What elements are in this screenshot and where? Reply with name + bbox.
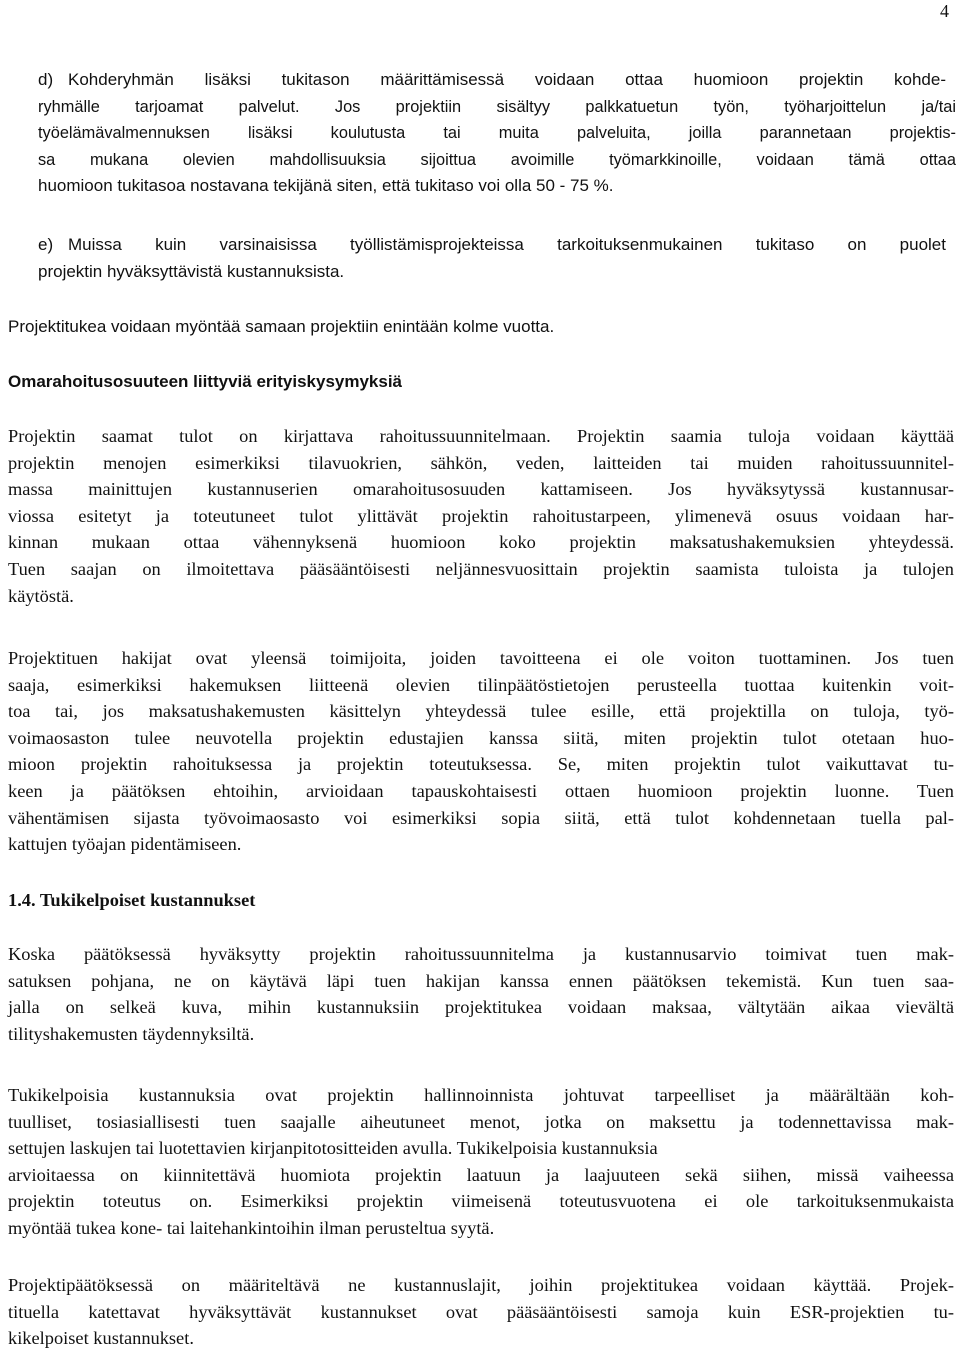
text-line: huomioon tukitasoa nostavana tekijänä siten, että tukitaso voi olla 50 - 75 %. <box>38 176 614 196</box>
text-line: tuulliset, tosiasiallisesti tuen saajalle aiheutuneet menot, jotka on maksettu ja todennettavissa mak- <box>8 1111 954 1132</box>
text-line: Projektipäätöksessä on määriteltävä ne kustannuslajit, joihin projektitukea voidaan käyttää. Projek- <box>8 1275 954 1295</box>
heading-text: 1.4. Tukikelpoiset kustannukset <box>8 890 256 910</box>
text-line: settujen laskujen tai luotettavien kirjanpitotositteiden avulla. Tukikelpoisia kustannuksia <box>8 1138 658 1159</box>
paragraph-koska <box>8 941 954 1047</box>
paragraph-hakijat <box>8 645 954 858</box>
page-number: 4 <box>940 1 949 21</box>
text-line: projektin menojen esimerkiksi tilavuokrien, sähkön, veden, laitteiden tai muiden rahoitussuunnitel- <box>8 452 954 473</box>
text-line: massa mainittujen kustannuserien omarahoitusosuuden kattamiseen. Jos hyväksytyssä kustannusar- <box>8 479 954 500</box>
text-line: toa tai, jos maksatushakemusten käsittelyn yhteydessä tulee esille, että projektilla on tuloja, työ- <box>8 701 954 722</box>
paragraph-projektipaatos <box>8 1272 954 1352</box>
text-line: mioon projektin rahoituksessa ja projektin toteutuksessa. Se, miten projektin tulot vaikuttavat tu- <box>8 754 954 775</box>
text-line: kattujen työajan pidentämiseen. <box>8 834 242 855</box>
text-line: Tukikelpoisia kustannuksia ovat projektin hallinnoinnista johtuvat tarpeelliset ja määrältään koh- <box>8 1085 954 1105</box>
section-heading-omarahoitus <box>8 369 954 396</box>
text-line: Kohderyhmän lisäksi tukitason määrittämisessä voidaan ottaa huomioon projektin kohde- <box>68 70 946 89</box>
list-marker-e: e) <box>38 235 54 254</box>
text-line: saaja, esimerkiksi hakemuksen liitteenä olevien tilinpäätöstietojen perusteella tuottaa kuitenkin voit- <box>8 674 954 695</box>
text-line: Muissa kuin varsinaisissa työllistämisprojekteissa tarkoituksenmukainen tukitaso on puolet <box>68 235 946 254</box>
paragraph-tukikelpoisia <box>8 1082 954 1242</box>
text-line: jalla on selkeä kuva, mihin kustannuksiin projektitukea voidaan maksaa, vältytään aikaa vievältä <box>8 997 954 1018</box>
text-line: satuksen pohjana, ne on käytävä läpi tuen hakijan kanssa ennen päätöksen tekemistä. Kun tuen saa- <box>8 970 954 991</box>
text-line: myöntää tukea kone- tai laitehankintoihin ilman perusteltua syytä. <box>8 1217 495 1238</box>
text-line: kinnan mukaan ottaa vähennyksenä huomioon koko projektin maksatushakemuksien yhteydessä. <box>8 532 954 553</box>
text-line: arvioitaessa on kiinnitettävä huomiota projektin laatuun ja laajuuteen sekä siihen, missä vaiheessa <box>8 1164 954 1185</box>
text-line: projektin hyväksyttävistä kustannuksista. <box>38 261 345 281</box>
paragraph-duration <box>8 314 954 341</box>
section-heading-tukikelpoiset <box>8 887 954 914</box>
text-line: sa mukana olevien mahdollisuuksia sijoittua avoimille työmarkkinoille, voidaan tämä ottaa <box>38 150 956 169</box>
text-line: työelämävalmennuksen lisäksi koulutusta tai muita palveluita, joilla parannetaan projektis- <box>38 124 956 143</box>
text-line: käytöstä. <box>8 585 74 606</box>
text-line: tilityshakemusten täydennyksiltä. <box>8 1023 255 1044</box>
list-item-e <box>38 232 956 285</box>
text-line: keen ja päätöksen ehtoihin, arvioidaan tapauskohtaisesti ottaen huomioon projektin luonne. Tuen <box>8 780 954 801</box>
text-line: tituella katettavat hyväksyttävät kustannukset ovat pääsääntöisesti samoja kuin ESR-projektien tu- <box>8 1301 954 1322</box>
text-line: projektin toteutus on. Esimerkiksi projektin viimeisenä toteutusvuotena ei ole tarkoituksenmukaista <box>8 1191 954 1212</box>
text-line: ryhmälle tarjoamat palvelut. Jos projektiin sisältyy palkkatuetun työn, työharjoittelun ja/tai <box>38 97 956 116</box>
text-line: vähentämisen sijasta työvoimaosasto voi esimerkiksi sopia siitä, että tulot kohdennetaan tuella pal- <box>8 807 954 828</box>
paragraph-tulot <box>8 423 954 609</box>
text-line: voimaosaston tulee neuvotella projektin edustajien kanssa siitä, miten projektin tulot otetaan huo- <box>8 727 954 748</box>
text-line: Projektitukea voidaan myöntää samaan projektiin enintään kolme vuotta. <box>8 317 555 336</box>
list-marker-d: d) <box>38 70 54 89</box>
list-item-d <box>38 67 956 200</box>
text-line: Tuen saajan on ilmoitettava pääsääntöisesti neljännesvuosittain projektin saamista tuloista ja tulojen <box>8 558 954 579</box>
text-line: kikelpoiset kustannukset. <box>8 1328 194 1349</box>
text-line: Projektituen hakijat ovat yleensä toimijoita, joiden tavoitteena ei ole voiton tuottaminen. Jos tuen <box>8 648 954 668</box>
heading-text: Omarahoitusosuuteen liittyviä erityiskysymyksiä <box>8 372 403 391</box>
text-line: Projektin saamat tulot on kirjattava rahoitussuunnitelmaan. Projektin saamia tuloja voidaan käyttää <box>8 426 954 446</box>
text-line: viossa esitetyt ja toteutuneet tulot ylittävät projektin rahoitustarpeen, ylimenevä osuus voidaan har- <box>8 505 954 526</box>
text-line: Koska päätöksessä hyväksytty projektin rahoitussuunnitelma ja kustannusarvio toimivat tuen mak- <box>8 944 954 964</box>
